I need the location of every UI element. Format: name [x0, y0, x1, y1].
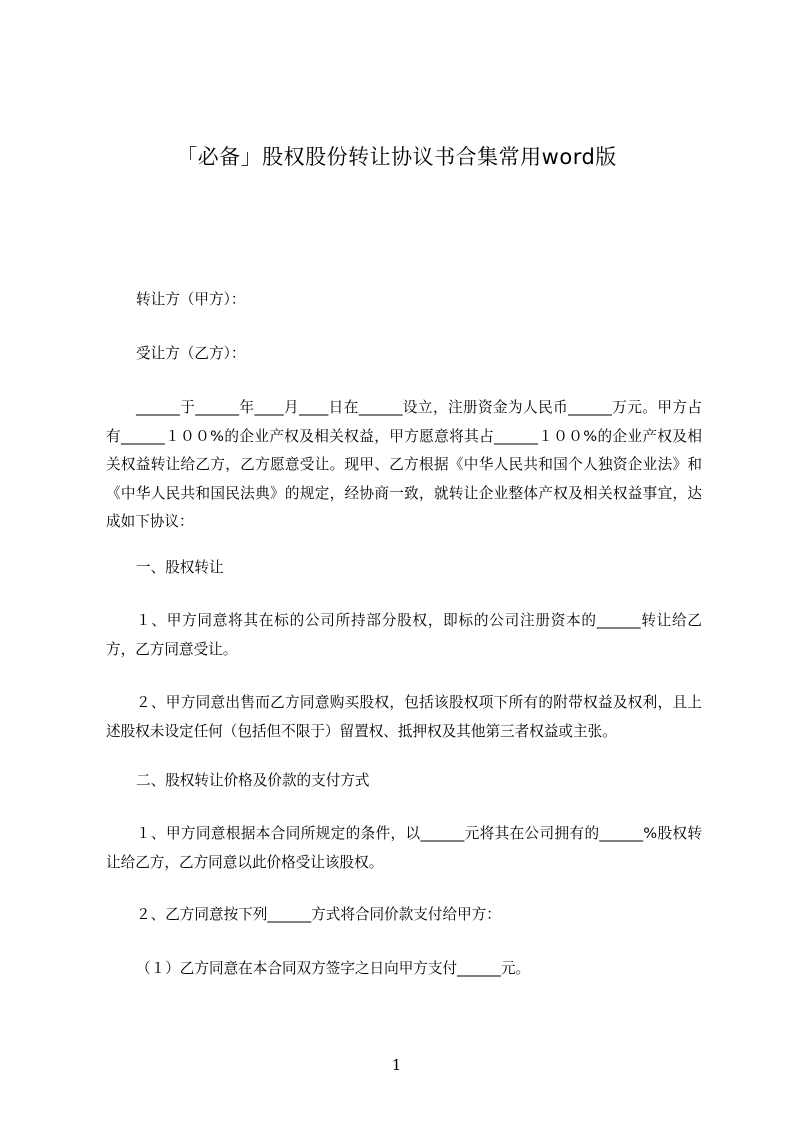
section-heading-equity-transfer: 一、股权转让 — [136, 559, 224, 576]
clause-2-1: １、甲方同意根据本合同所规定的条件，以______元将其在公司拥有的______%股权转让给乙方，乙方同意以此价格受让该股权。 — [106, 825, 702, 871]
clause-2-2-1: （１）乙方同意在本合同双方签字之日向甲方支付______元。 — [136, 960, 531, 977]
transferor-line: 转让方（甲方）： — [136, 291, 246, 308]
section-heading-price-payment: 二、股权转让价格及价款的支付方式 — [136, 772, 370, 789]
clause-1-2: ２、甲方同意出售而乙方同意购买股权，包括该股权项下所有的附带权益及权利，且上述股权未设定任何（包括但不限于）留置权、抵押权及其他第三者权益或主张。 — [106, 694, 702, 740]
preamble-paragraph: ______于______年____月____日在______设立，注册资金为人民币______万元。甲方占有______１００%的企业产权及相关权益，甲方愿意将其占______１００%的企业产权及相关权益转让给乙方，乙方愿意受让。现甲、乙方根据《中华人民共和国个人独资企业法》和《中华人民共和国民法典》的规定，经协商一致，就转让企业整体产权及相关权益事宜，达成如下协议： — [106, 399, 702, 530]
page-number: 1 — [391, 1056, 402, 1074]
clause-1-1: １、甲方同意将其在标的公司所持部分股权，即标的公司注册资本的______转让给乙方，乙方同意受让。 — [106, 612, 702, 658]
transferee-line: 受让方（乙方）： — [136, 345, 246, 362]
document-title: 「必备」股权股份转让协议书合集常用word版 — [176, 145, 617, 169]
clause-2-2: ２、乙方同意按下列______方式将合同价款支付给甲方： — [136, 906, 501, 923]
